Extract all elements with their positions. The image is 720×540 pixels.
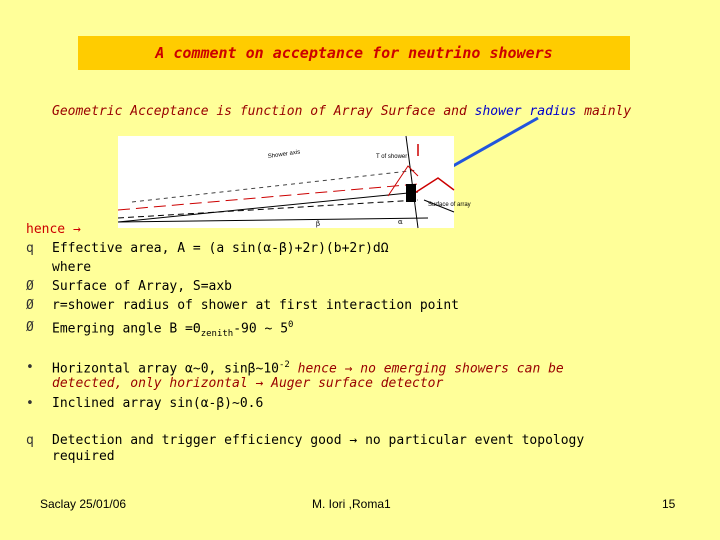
label-shower-axis: Shower axis [267,149,301,160]
label-beta: β [316,220,321,228]
radius-item: r=shower radius of shower at first interaction point [52,298,459,313]
horizontal-b: hence → no emerging showers can be [289,361,564,377]
detection-line2: required [52,449,115,464]
detector-block [406,184,416,202]
footer-date: Saclay 25/01/06 [40,497,127,511]
page-number: 15 [662,497,676,511]
horizontal-line1 [52,360,564,376]
subtitle-part2: shower radius [474,104,577,119]
square-bullet-1: q [26,241,34,256]
emerging-sub: zenith [200,328,234,339]
dot-bullet-2: • [26,396,34,411]
detection-line1: Detection and trigger efficiency good → no particular event topology [52,433,585,448]
inclined-item: Inclined array sin(α-β)~0.6 [52,396,264,411]
hence-label: hence → [26,222,81,237]
emerging-angle [52,320,293,339]
effective-area: Effective area, A = (a sin(α-β)+2r)(b+2r)dΩ [52,241,389,256]
acceptance-diagram [118,136,471,228]
arrow-bullet-2: Ø [26,298,34,313]
label-alpha: α [398,218,403,226]
emerging-sup: 0 [288,320,294,330]
horizontal-a: Horizontal array α~0, sinβ~10 [52,361,279,377]
arrow-bullet-1: Ø [26,279,34,294]
where-text: where [52,260,92,275]
emerging-suffix: -90 ~ 5 [233,321,289,337]
square-bullet-2: q [26,433,34,448]
horizontal-sup: -2 [278,360,290,370]
footer-author: M. Iori ,Roma1 [312,497,391,511]
emerging-prefix: Emerging angle B =Θ [52,321,201,337]
subtitle-part3: mainly [576,104,632,119]
dot-bullet-1: • [26,360,34,375]
surface-item: Surface of Array, S=axb [52,279,233,294]
label-t-of-shower: T of shower [376,154,408,160]
slide-title: A comment on acceptance for neutrino showers [155,44,553,62]
arrow-bullet-3: Ø [26,320,34,335]
label-surface-of-array: Surface of array [428,202,471,208]
diagram-svg [118,136,471,228]
subtitle-part1: Geometric Acceptance is function of Array Surface and [52,104,475,119]
horizontal-line2: detected, only horizontal → Auger surface detector [52,376,444,391]
